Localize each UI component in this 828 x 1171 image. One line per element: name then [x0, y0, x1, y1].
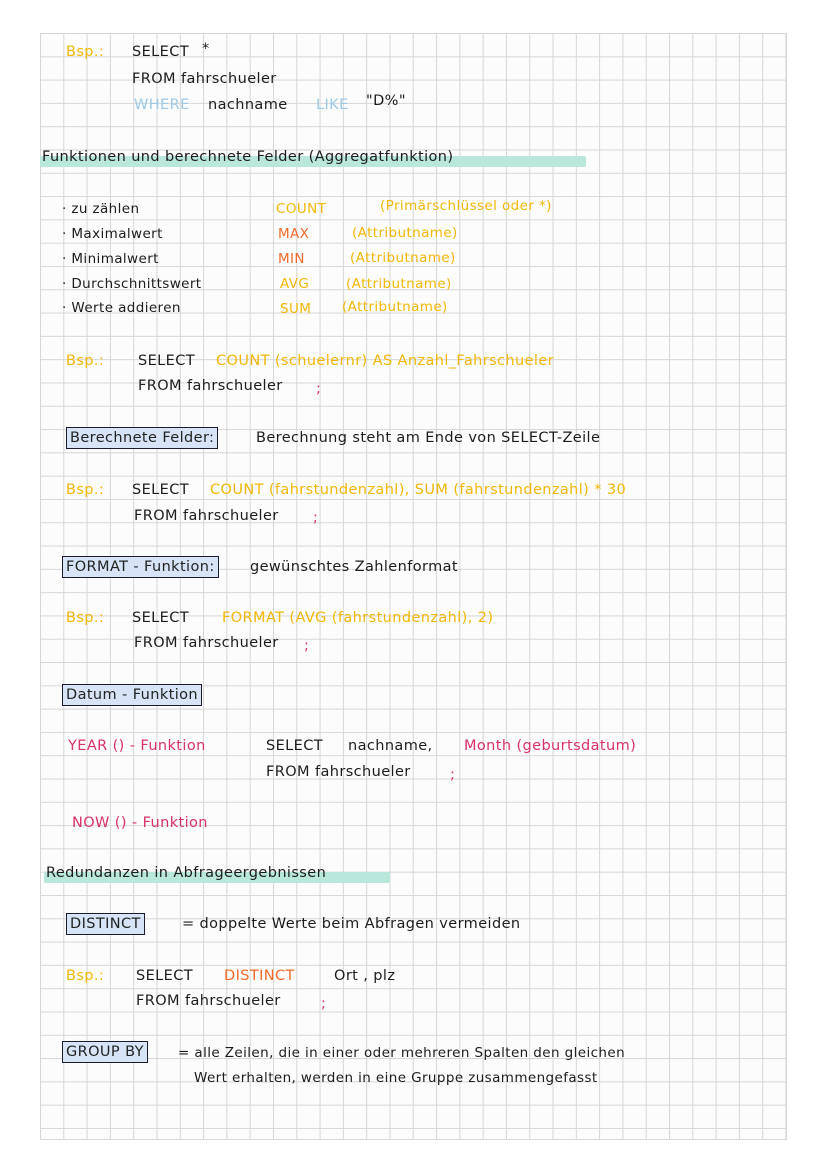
example-label: Bsp.: — [66, 968, 105, 984]
definition-text: = alle Zeilen, die in einer oder mehreren Spalten den gleichen — [178, 1045, 626, 1061]
sql-select: SELECT — [136, 968, 193, 984]
example-label: Bsp.: — [66, 353, 105, 369]
function-desc: · Werte addieren — [62, 300, 181, 316]
year-function: YEAR () - Funktion — [68, 738, 206, 754]
sql-where-field: nachname — [208, 97, 288, 113]
term-box-computed-fields: Berechnete Felder: — [66, 427, 218, 449]
example-label: Bsp.: — [66, 482, 105, 498]
sql-fields: Ort , plz — [334, 968, 396, 984]
function-desc: · Minimalwert — [62, 251, 159, 267]
sql-select: SELECT — [266, 738, 323, 754]
term-box-group-by: GROUP BY — [62, 1041, 148, 1063]
sql-from: FROM fahrschueler — [138, 378, 283, 394]
sql-like-value: "D%" — [366, 93, 406, 109]
function-name: AVG — [280, 276, 310, 292]
sql-from: FROM fahrschueler — [134, 635, 279, 651]
function-desc: · zu zählen — [62, 201, 140, 217]
section-heading-functions: Funktionen und berechnete Felder (Aggregatfunktion) — [42, 149, 454, 165]
function-desc: · Durchschnittswert — [62, 276, 202, 292]
sql-like-keyword: LIKE — [316, 97, 349, 113]
function-arg: (Primärschlüssel oder *) — [380, 198, 552, 214]
sql-semicolon: ; — [313, 510, 319, 526]
function-arg: (Attributname) — [350, 250, 456, 266]
sql-semicolon: ; — [321, 996, 327, 1012]
function-arg: (Attributname) — [346, 276, 452, 292]
sql-star: * — [202, 41, 210, 57]
example-label: Bsp.: — [66, 44, 105, 60]
sql-select: SELECT — [132, 482, 189, 498]
definition-text: gewünschtes Zahlenformat — [250, 559, 458, 575]
sql-semicolon: ; — [450, 767, 456, 783]
section-heading-redundancy: Redundanzen in Abfrageergebnissen — [46, 865, 327, 881]
sql-where-keyword: WHERE — [134, 97, 190, 113]
function-name: SUM — [280, 301, 312, 317]
function-arg: (Attributname) — [352, 225, 458, 241]
sql-from: FROM fahrschueler — [266, 764, 411, 780]
sql-select: SELECT — [138, 353, 195, 369]
sql-from: FROM fahrschueler — [132, 71, 277, 87]
function-name: MAX — [278, 226, 310, 242]
definition-text: = doppelte Werte beim Abfragen vermeiden — [182, 916, 521, 932]
function-arg: (Attributname) — [342, 299, 448, 315]
sql-month-expression: Month (geburtsdatum) — [464, 738, 637, 754]
now-function: NOW () - Funktion — [72, 815, 208, 831]
sql-expression: COUNT (fahrstundenzahl), SUM (fahrstundenzahl) * 30 — [210, 482, 627, 498]
function-name: COUNT — [276, 201, 327, 217]
sql-select: SELECT — [132, 44, 189, 60]
sql-expression: FORMAT (AVG (fahrstundenzahl), 2) — [222, 610, 494, 626]
sql-field: nachname, — [348, 738, 433, 754]
function-desc: · Maximalwert — [62, 226, 163, 242]
sql-select: SELECT — [132, 610, 189, 626]
sql-distinct-keyword: DISTINCT — [224, 968, 295, 984]
term-box-distinct: DISTINCT — [66, 913, 145, 935]
sql-semicolon: ; — [304, 638, 310, 654]
term-box-date-function: Datum - Funktion — [62, 684, 202, 706]
term-box-format-function: FORMAT - Funktion: — [62, 556, 219, 578]
sql-expression: COUNT (schuelernr) AS Anzahl_Fahrschueler — [216, 353, 555, 369]
sql-from: FROM fahrschueler — [136, 993, 281, 1009]
sql-from: FROM fahrschueler — [134, 508, 279, 524]
function-name: MIN — [278, 251, 305, 267]
definition-text: Berechnung steht am Ende von SELECT-Zeile — [256, 430, 601, 446]
example-label: Bsp.: — [66, 610, 105, 626]
definition-text-continued: Wert erhalten, werden in eine Gruppe zusammengefasst — [194, 1070, 598, 1086]
sql-semicolon: ; — [316, 381, 322, 397]
